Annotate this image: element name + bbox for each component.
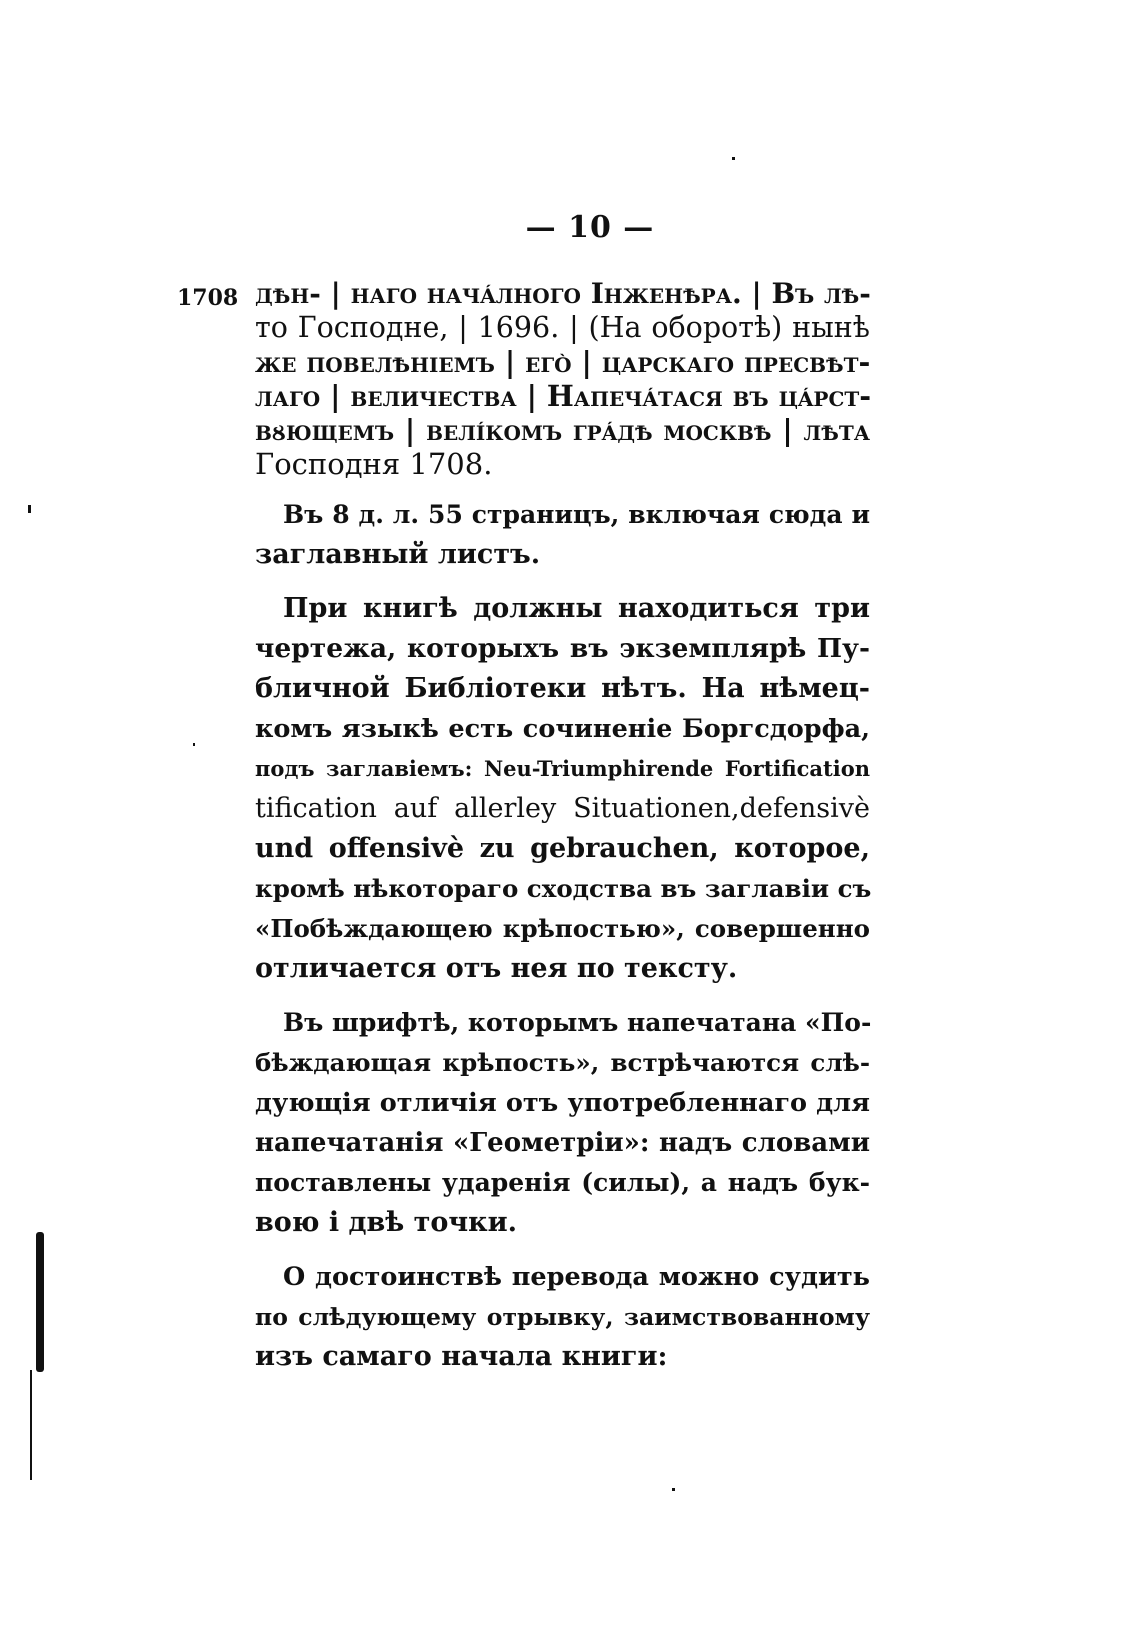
text-line: При книгѣ должны находиться три (283, 593, 870, 624)
text-line: О достоинствѣ перевода можно судить (283, 1262, 870, 1292)
scan-speck (732, 157, 735, 160)
title-line: то Господне, | 1696. | (На оборотѣ) нынѣ (255, 311, 870, 344)
paragraph-typeface (255, 1003, 870, 1243)
scan-edge-mark (30, 1370, 32, 1480)
paragraph-drawings (255, 589, 870, 989)
text-line: дующія отличія отъ употребленнаго для (255, 1088, 870, 1118)
bibliographic-title (255, 277, 870, 481)
text-line: кромѣ нѣкотораго сходства въ заглавіи съ (255, 874, 872, 903)
scan-speck (28, 505, 31, 513)
scan-speck (672, 1488, 675, 1491)
text-line: комъ языкѣ есть сочиненіе Боргсдорфа, (255, 714, 870, 744)
title-line: лаго | величества | Напечáтася въ цáрст- (255, 379, 872, 413)
page-number: — 10 — (525, 210, 655, 245)
text-line: отличается отъ нея по тексту. (255, 953, 738, 984)
text-line: «Побѣждающею крѣпостью», совершенно (255, 914, 870, 943)
title-line: же повелѣніемъ | егò | царскаго пресвѣт- (255, 345, 871, 379)
title-line: дѣн- | наго начáлного Інженѣра. | Въ лѣ- (255, 277, 871, 310)
text-line: чертежа, которыхъ въ экземплярѣ Пу- (255, 633, 870, 664)
text-line: напечатанія «Геометріи»: надъ словами (255, 1128, 870, 1158)
text-line: бличной Библіотеки нѣтъ. На нѣмец- (255, 673, 870, 704)
text-line: бѣждающая крѣпость», встрѣчаются слѣ- (255, 1048, 870, 1077)
paragraph-format (255, 495, 870, 575)
text-line: Въ шрифтѣ, которымъ напечатана «По- (283, 1008, 872, 1037)
text-line: поставлены ударенія (силы), а надъ бук- (255, 1168, 870, 1197)
text-block (255, 277, 870, 1377)
margin-year: 1708 (177, 285, 239, 311)
text-line: изъ самаго начала книги: (255, 1341, 668, 1372)
paragraph-translation (255, 1257, 870, 1377)
text-line: по слѣдующему отрывку, заимствованному (255, 1303, 870, 1331)
text-line: подъ заглавіемъ: Neu-Triumphirende Fortification (255, 756, 870, 781)
scan-edge-mark (36, 1232, 44, 1372)
title-line: Господня 1708. (255, 447, 493, 481)
title-line: вȣющемъ | велíкомъ грáдѣ москвѣ | лѣта (255, 413, 870, 447)
text-line: und offensivè zu gebrauchen, которое, (255, 833, 870, 864)
text-line: Въ 8 д. л. 55 страницъ, включая сюда и (283, 500, 870, 529)
text-line: заглавный листъ. (255, 539, 541, 570)
scan-speck (193, 743, 195, 746)
text-line: вою і двѣ точки. (255, 1207, 518, 1238)
text-line: tification auf allerley Situationen,defensivè (255, 793, 870, 824)
